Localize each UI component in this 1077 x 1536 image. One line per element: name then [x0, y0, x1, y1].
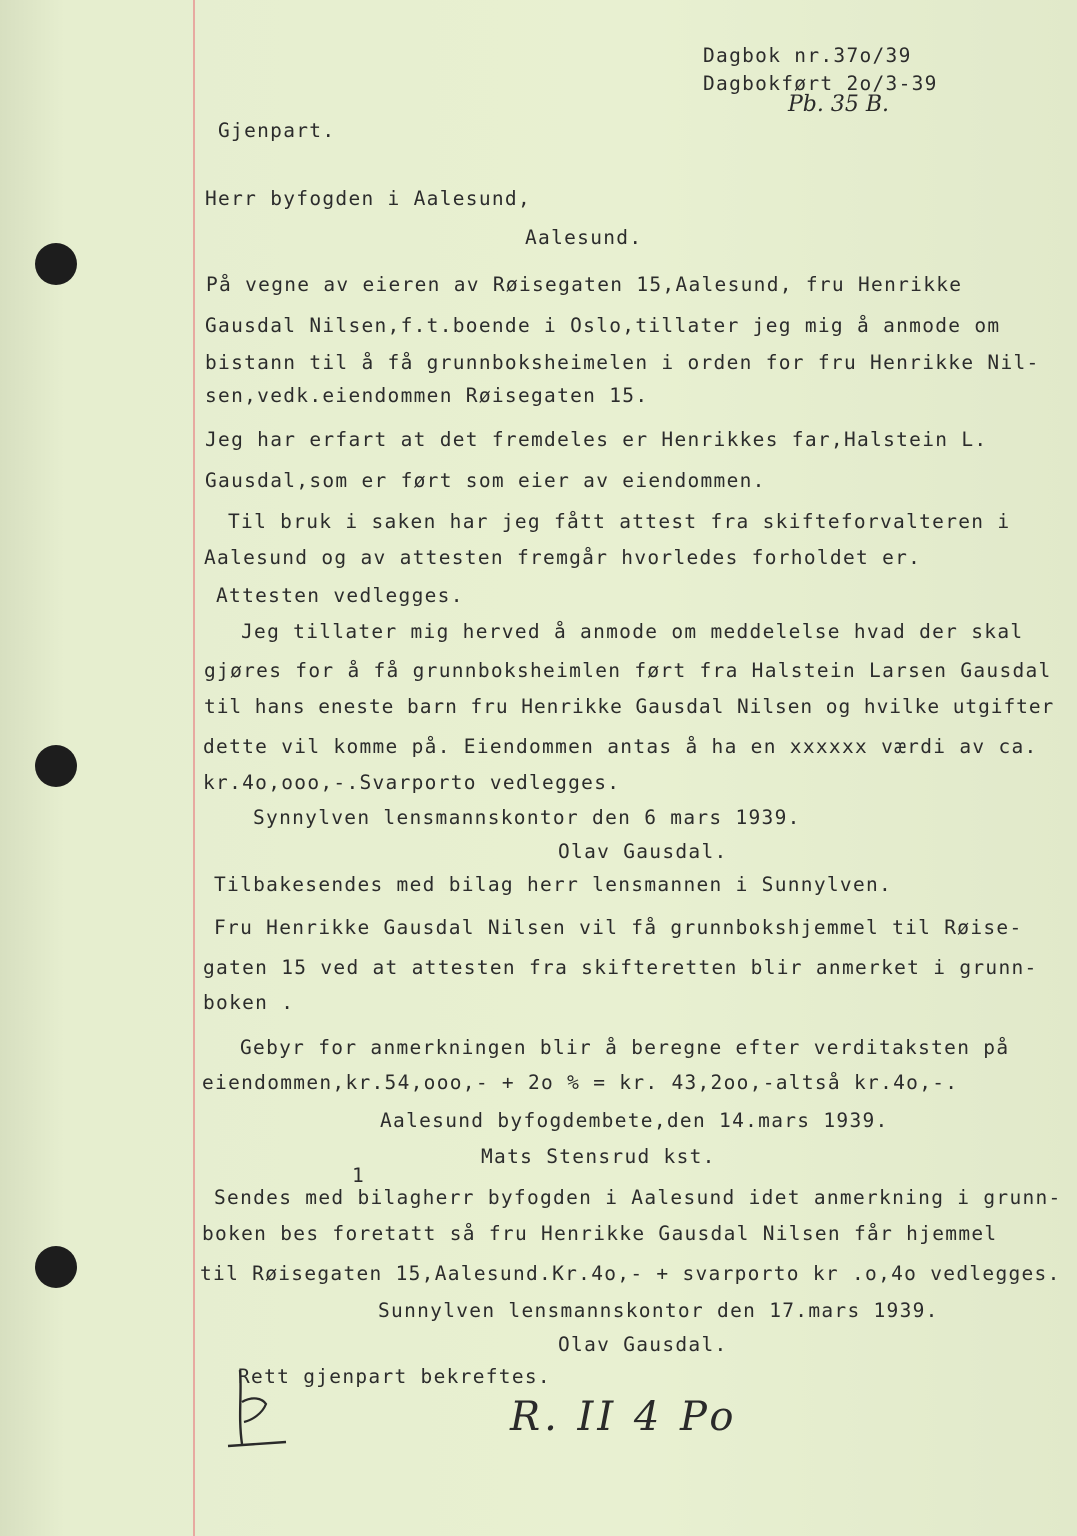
letter1-signature: Olav Gausdal. — [558, 840, 728, 863]
punch-hole-top — [35, 243, 77, 285]
handwritten-initial-mark — [222, 1362, 292, 1452]
letter1-line: Jeg har erfart at det fremdeles er Henrikkes far,Halstein L. — [205, 428, 988, 451]
letter1-line: Aalesund og av attesten fremgår hvorledes forholdet er. — [204, 546, 922, 569]
reply2-line: boken bes foretatt så fru Henrikke Gausdal Nilsen får hjemmel — [202, 1222, 998, 1245]
dagbok-number: Dagbok nr.37o/39 — [703, 44, 912, 67]
reply1-line: Tilbakesendes med bilag herr lensmannen i Sunnylven. — [214, 873, 893, 896]
reply1-place-date: Aalesund byfogdembete,den 14.mars 1939. — [380, 1109, 889, 1132]
letter1-line: gjøres for å få grunnboksheimlen ført fra Halstein Larsen Gausdal — [204, 659, 1052, 682]
reply2-place-date: Sunnylven lensmannskontor den 17.mars 1939. — [378, 1299, 939, 1322]
letter1-line: Gausdal,som er ført som eier av eiendommen. — [205, 469, 766, 492]
letter1-line: bistann til å få grunnboksheimelen i orden for fru Henrikke Nil- — [205, 351, 1040, 374]
letter1-line: På vegne av eieren av Røisegaten 15,Aalesund, fru Henrikke — [206, 273, 963, 296]
letter1-line: kr.4o,ooo,-.Svarporto vedlegges. — [203, 771, 621, 794]
letter1-place-date: Synnylven lensmannskontor den 6 mars 1939. — [253, 806, 801, 829]
reply2-line: Sendes med bilagherr byfogden i Aalesund idet anmerkning i grunn- — [214, 1186, 1062, 1209]
punch-hole-middle — [35, 745, 77, 787]
dagbok-date: Dagbokført 2o/3-39 — [703, 72, 938, 95]
recipient-city: Aalesund. — [525, 226, 643, 249]
letter1-line: Attesten vedlegges. — [216, 584, 464, 607]
reply2-signature: Olav Gausdal. — [558, 1333, 728, 1356]
punch-hole-bottom — [35, 1246, 77, 1288]
reply2-marker: 1 — [352, 1164, 366, 1187]
handwritten-reference: Pb. 35 B. — [788, 92, 890, 117]
reply1-line: eiendommen,kr.54,ooo,- + 2o % = kr. 43,2oo,-altså kr.4o,-. — [202, 1071, 959, 1094]
reply1-signature: Mats Stensrud kst. — [481, 1145, 716, 1168]
letter1-line: dette vil komme på. Eiendommen antas å ha en xxxxxx værdi av ca. — [203, 735, 1038, 758]
reply1-line: Gebyr for anmerkningen blir å beregne efter verditaksten på — [240, 1036, 1010, 1059]
recipient: Herr byfogden i Aalesund, — [205, 187, 531, 210]
letter1-line: Gausdal Nilsen,f.t.boende i Oslo,tillater jeg mig å anmode om — [205, 314, 1001, 337]
copy-label: Gjenpart. — [218, 119, 336, 142]
letter1-line: Jeg tillater mig herved å anmode om meddelelse hvad der skal — [241, 620, 1024, 643]
margin-rule — [193, 0, 195, 1536]
reply1-line: Fru Henrikke Gausdal Nilsen vil få grunnbokshjemmel til Røise- — [214, 916, 1023, 939]
certification: Rett gjenpart bekreftes. — [238, 1365, 551, 1388]
reply1-line: boken . — [203, 991, 295, 1014]
letter1-line: til hans eneste barn fru Henrikke Gausdal Nilsen og hvilke utgifter — [204, 695, 1055, 718]
handwritten-folio: R. II 4 Po — [510, 1394, 738, 1440]
reply1-line: gaten 15 ved at attesten fra skifteretten blir anmerket i grunn- — [203, 956, 1038, 979]
letter1-line: sen,vedk.eiendommen Røisegaten 15. — [205, 384, 649, 407]
letter1-line: Til bruk i saken har jeg fått attest fra skifteforvalteren i — [228, 510, 1011, 533]
reply2-line: til Røisegaten 15,Aalesund.Kr.4o,- + svarporto kr .o,4o vedlegges. — [200, 1262, 1061, 1285]
